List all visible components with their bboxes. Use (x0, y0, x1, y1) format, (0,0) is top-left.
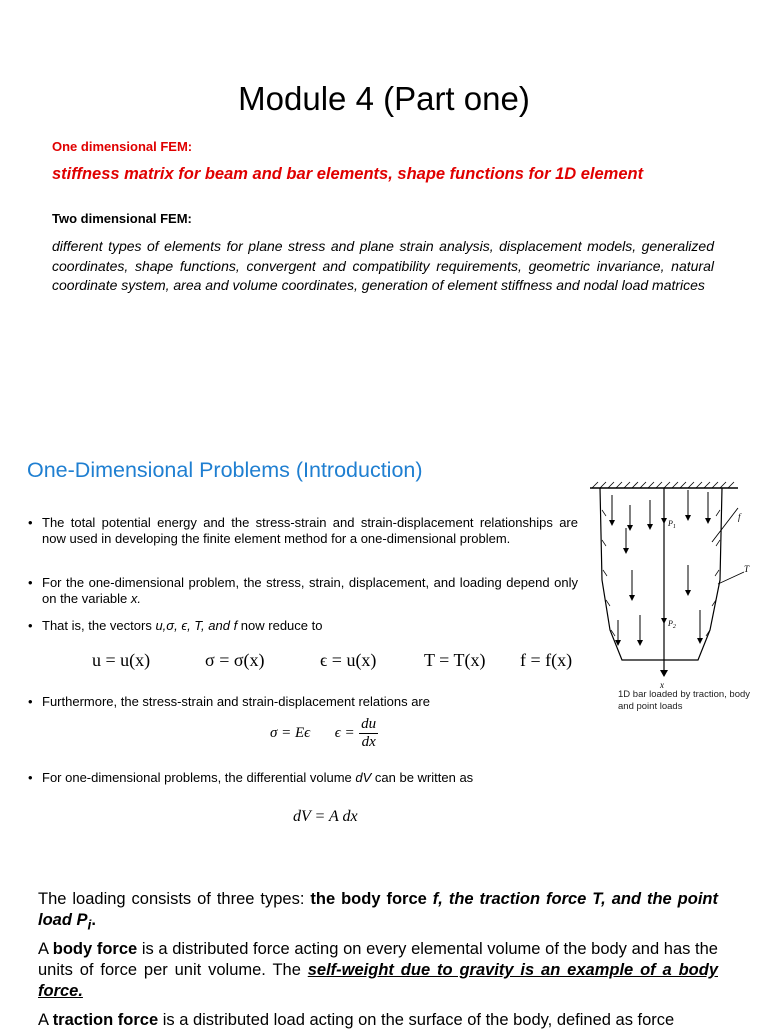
bullet-text: now reduce to (237, 618, 323, 633)
emphasis-traction-force: traction force (52, 1011, 159, 1029)
fraction-numerator: du (361, 716, 377, 732)
point-load-p1-arrow (661, 518, 667, 524)
bullet-dot: • (28, 618, 33, 633)
emphasis-subscript: i (87, 917, 92, 933)
traction-marks (602, 510, 720, 636)
x-axis-label: x (660, 680, 664, 690)
bullet-relations (28, 694, 578, 710)
equation-u: u = u(x) (92, 650, 151, 670)
x-axis-arrowhead (660, 670, 668, 677)
emphasis-self-weight: self-weight due to gravity is an example of a body force. (38, 961, 718, 1000)
point-load-p1-label: $P_1$ (668, 519, 676, 530)
body-force-leader (712, 508, 738, 542)
emphasis-body-force: body force (52, 940, 138, 958)
paragraph-text: The loading consists of three types: (38, 890, 311, 908)
loading-types-paragraph (38, 889, 718, 935)
paragraph-text: is a distributed load acting on the surface of the body, defined as force (158, 1011, 675, 1029)
body-force-label: f (738, 512, 741, 522)
bullet-text: That is, the vectors (42, 618, 156, 633)
bullet-one-dim-variable (28, 575, 578, 607)
bullet-vectors (28, 618, 578, 634)
body-force-arrows (612, 490, 708, 640)
point-load-p2-arrow (661, 618, 667, 624)
equation-epsilon: ϵ = u(x) (320, 650, 377, 670)
bullet-dot: • (28, 694, 33, 709)
equation-hooke: σ = Eϵ (270, 725, 311, 741)
point-load-p2-label: $P_2$ (668, 619, 676, 630)
body-force-arrowheads (609, 515, 711, 646)
paragraph-text: A (38, 940, 53, 958)
bar-figure (588, 480, 748, 690)
bullet-text: For one-dimensional problems, the differential volume (42, 770, 356, 785)
bullet-variable: x. (130, 591, 142, 606)
paragraph-text: is a distributed force acting on every elemental volume of the body and has the units of force per unit volume. The (38, 940, 718, 979)
bullet-variable: u,σ, ϵ, T, and f (155, 618, 238, 633)
one-dim-fem-topics: stiffness matrix for beam and bar elements, shape functions for 1D element (52, 165, 644, 183)
emphasis-body-force: the body force (310, 890, 433, 908)
derivative-fraction (359, 716, 378, 751)
equation-traction: T = T(x) (424, 650, 486, 670)
traction-leader (718, 572, 744, 584)
paragraph-text: A (38, 1011, 53, 1029)
vector-equations (92, 650, 592, 674)
bullet-text: For the one-dimensional problem, the stress, strain, displacement, and loading depend only on the variable (42, 575, 578, 606)
emphasis-period: . (91, 911, 96, 929)
page-title: Module 4 (Part one) (238, 80, 530, 117)
figure-caption: 1D bar loaded by traction, body and point loads (618, 689, 751, 712)
fraction-denominator: dx (361, 734, 376, 750)
bullet-text: The total potential energy and the stress-strain and strain-displacement relationships are now used in developing the finite element method for a one-dimensional problem. (42, 515, 578, 546)
emphasis-traction-point: , the traction force T, and the point load P (38, 890, 719, 929)
support-hatching (592, 482, 734, 488)
bullet-dot: • (28, 575, 33, 590)
one-dim-fem-label: One dimensional FEM: (52, 139, 193, 154)
stress-strain-equations (270, 716, 378, 751)
bullet-text: can be written as (371, 770, 474, 785)
emphasis-f: f (432, 890, 439, 908)
bullet-variable: dV (355, 770, 372, 785)
equation-body-force: f = f(x) (520, 650, 573, 670)
two-dim-fem-label: Two dimensional FEM: (52, 211, 192, 226)
bullet-potential-energy (28, 515, 578, 547)
equation-strain-lhs: ϵ = (334, 725, 355, 741)
two-dim-fem-topics: different types of elements for plane stress and plane strain analysis, displacement models, generalized coordinates, shape functions, convergent and compatibility requirements, geometric invariance, natural coordinate system, area and volume coordinates, generation of element stiffness and nodal load matrices (52, 238, 714, 293)
bullet-text: Furthermore, the stress-strain and strain-displacement relations are (42, 694, 430, 709)
traction-force-paragraph (38, 1010, 718, 1031)
bullet-differential-volume (28, 770, 578, 786)
bullet-dot: • (28, 770, 33, 785)
equation-volume: dV = A dx (293, 808, 358, 825)
traction-label: T (744, 564, 750, 574)
equation-sigma: σ = σ(x) (205, 650, 265, 670)
body-force-paragraph (38, 939, 718, 1002)
section-heading: One-Dimensional Problems (Introduction) (27, 458, 423, 482)
bullet-dot: • (28, 515, 33, 530)
